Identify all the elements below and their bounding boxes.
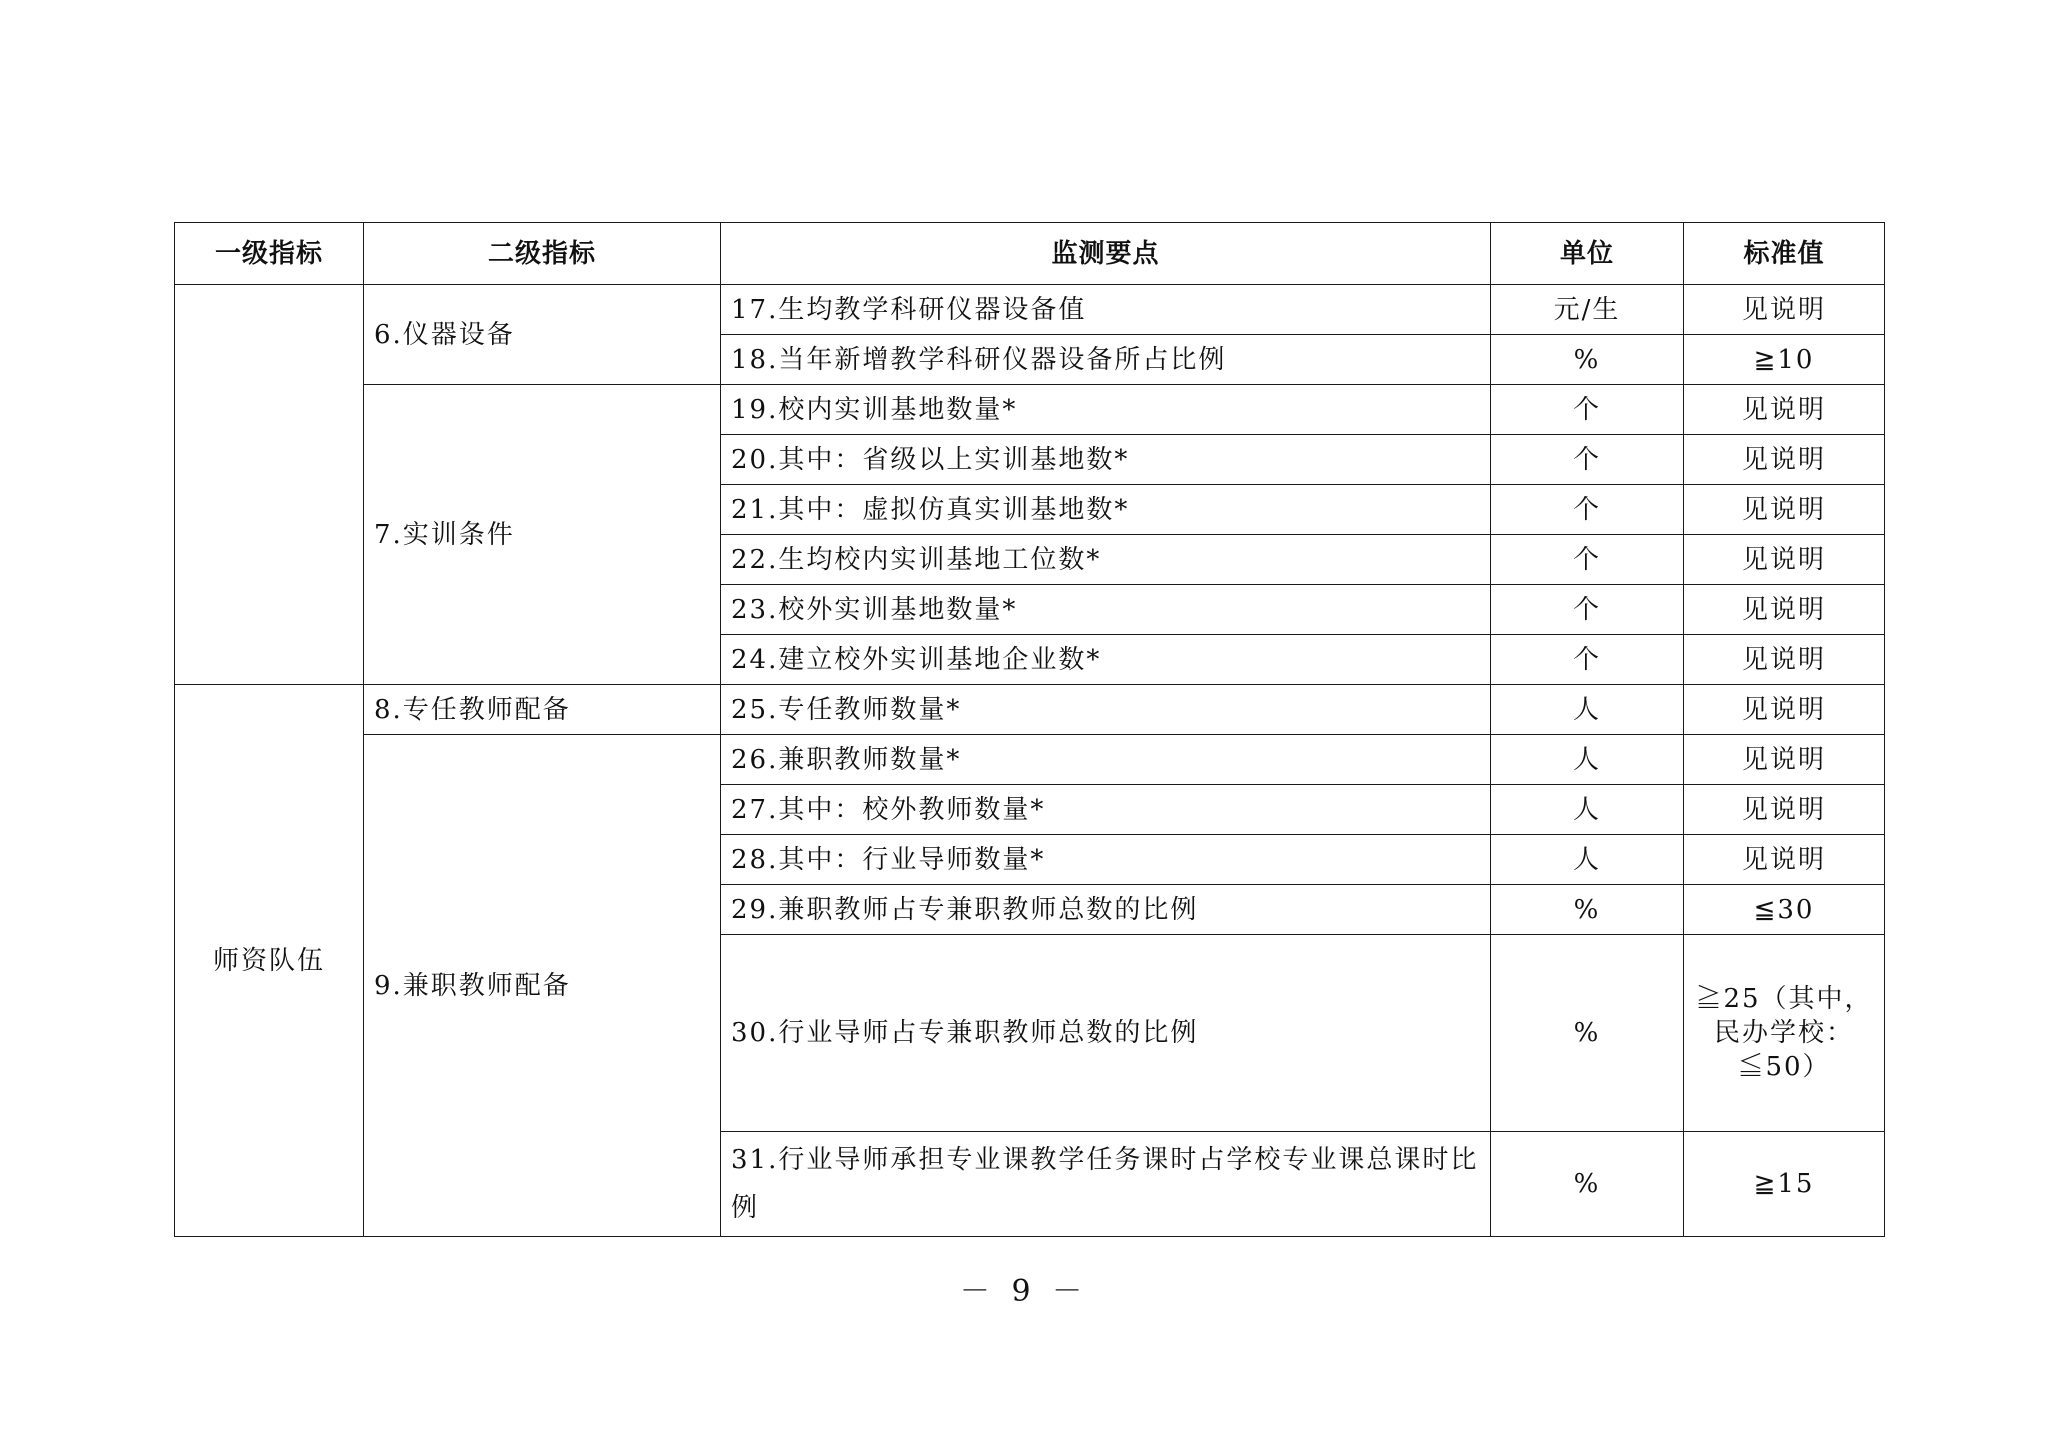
standard-cell: 见说明	[1684, 535, 1885, 585]
table-row	[175, 385, 1885, 435]
unit-cell: %	[1491, 935, 1684, 1132]
item-cell: 27.其中：校外教师数量*	[721, 785, 1491, 835]
unit-cell: %	[1491, 885, 1684, 935]
item-cell: 29.兼职教师占专兼职教师总数的比例	[721, 885, 1491, 935]
header-primary: 一级指标	[175, 223, 364, 285]
standard-cell: 见说明	[1684, 585, 1885, 635]
header-standard: 标准值	[1684, 223, 1885, 285]
header-secondary: 二级指标	[364, 223, 721, 285]
header-unit: 单位	[1491, 223, 1684, 285]
standard-cell: 见说明	[1684, 385, 1885, 435]
table-header-row	[175, 223, 1885, 285]
unit-cell: 个	[1491, 385, 1684, 435]
item-cell: 20.其中：省级以上实训基地数*	[721, 435, 1491, 485]
item-cell: 25.专任教师数量*	[721, 685, 1491, 735]
unit-cell: 人	[1491, 835, 1684, 885]
item-cell: 19.校内实训基地数量*	[721, 385, 1491, 435]
table-row	[175, 285, 1885, 335]
table-row	[175, 735, 1885, 785]
item-cell: 28.其中：行业导师数量*	[721, 835, 1491, 885]
standard-cell: 见说明	[1684, 735, 1885, 785]
primary-cell	[175, 285, 364, 685]
unit-cell: 个	[1491, 585, 1684, 635]
unit-cell: 个	[1491, 485, 1684, 535]
item-cell: 31.行业导师承担专业课教学任务课时占学校专业课总课时比例	[721, 1132, 1491, 1237]
indicator-table	[174, 222, 1885, 1237]
secondary-cell: 6.仪器设备	[364, 285, 721, 385]
item-cell: 22.生均校内实训基地工位数*	[721, 535, 1491, 585]
unit-cell: 个	[1491, 435, 1684, 485]
standard-cell: ≧10	[1684, 335, 1885, 385]
secondary-cell: 9.兼职教师配备	[364, 735, 721, 1237]
standard-cell: ≦30	[1684, 885, 1885, 935]
item-cell: 21.其中：虚拟仿真实训基地数*	[721, 485, 1491, 535]
unit-cell: 个	[1491, 535, 1684, 585]
item-cell: 24.建立校外实训基地企业数*	[721, 635, 1491, 685]
standard-cell: 见说明	[1684, 685, 1885, 735]
standard-cell: 见说明	[1684, 435, 1885, 485]
secondary-cell: 7.实训条件	[364, 385, 721, 685]
standard-cell: 见说明	[1684, 785, 1885, 835]
unit-cell: 人	[1491, 735, 1684, 785]
unit-cell: 人	[1491, 785, 1684, 835]
standard-cell: 见说明	[1684, 285, 1885, 335]
unit-cell: 人	[1491, 685, 1684, 735]
secondary-cell: 8.专任教师配备	[364, 685, 721, 735]
item-cell: 26.兼职教师数量*	[721, 735, 1491, 785]
standard-cell: 见说明	[1684, 635, 1885, 685]
table-row	[175, 685, 1885, 735]
unit-cell: 元/生	[1491, 285, 1684, 335]
item-cell: 30.行业导师占专兼职教师总数的比例	[721, 935, 1491, 1132]
primary-cell: 师资队伍	[175, 685, 364, 1237]
standard-cell: ≧15	[1684, 1132, 1885, 1237]
standard-cell: ≧25（其中，民办学校：≦50）	[1684, 935, 1885, 1132]
item-cell: 18.当年新增教学科研仪器设备所占比例	[721, 335, 1491, 385]
standard-cell: 见说明	[1684, 485, 1885, 535]
header-item: 监测要点	[721, 223, 1491, 285]
item-cell: 23.校外实训基地数量*	[721, 585, 1491, 635]
item-cell: 17.生均教学科研仪器设备值	[721, 285, 1491, 335]
unit-cell: %	[1491, 1132, 1684, 1237]
standard-cell: 见说明	[1684, 835, 1885, 885]
unit-cell: 个	[1491, 635, 1684, 685]
page-number: － 9 －	[959, 1274, 1089, 1309]
unit-cell: %	[1491, 335, 1684, 385]
